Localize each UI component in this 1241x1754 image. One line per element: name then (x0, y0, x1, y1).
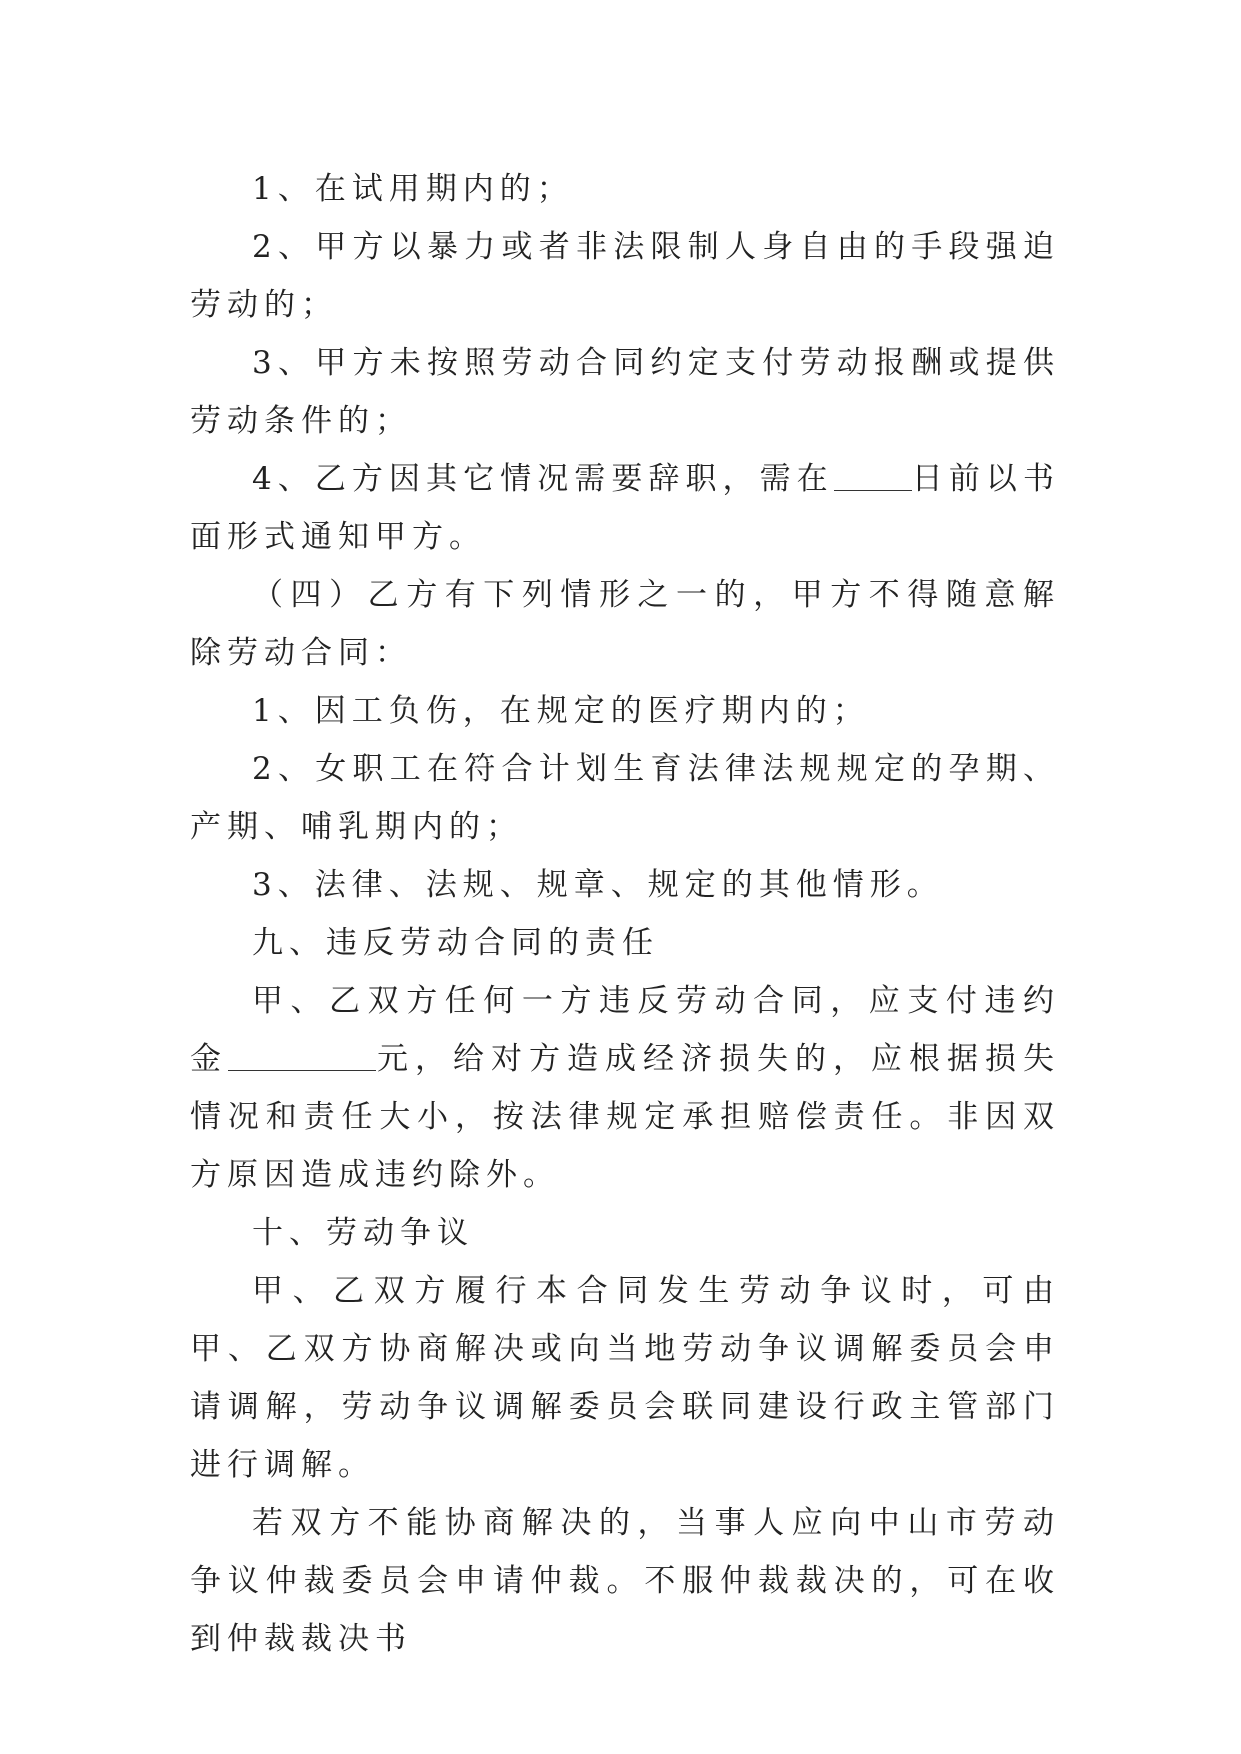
paragraph-item-13: 若双方不能协商解决的，当事人应向中山市劳动争议仲裁委员会申请仲裁。不服仲裁裁决的，可在收到仲裁裁决书 (190, 1505, 1060, 1657)
paragraph-item-10 (190, 972, 1060, 1204)
paragraph-item-3: 3、甲方未按照劳动合同约定支付劳动报酬或提供劳动条件的； (190, 345, 1060, 439)
penalty-amount-blank (228, 1040, 376, 1071)
paragraph-item-12: 甲、乙双方履行本合同发生劳动争议时，可由甲、乙双方协商解决或向当地劳动争议调解委员会申请调解，劳动争议调解委员会联同建设行政主管部门进行调解。 (190, 1273, 1060, 1483)
paragraph-item-6: 1、因工负伤，在规定的医疗期内的； (252, 693, 870, 729)
section-heading-nine: 九、违反劳动合同的责任 (252, 925, 659, 961)
paragraph-item-7: 2、女职工在符合计划生育法律法规规定的孕期、产期、哺乳期内的； (190, 751, 1060, 845)
paragraph-item-1: 1、在试用期内的； (252, 171, 574, 207)
paragraph-item-5: （四）乙方有下列情形之一的，甲方不得随意解除劳动合同： (190, 577, 1060, 671)
paragraph-item-2: 2、甲方以暴力或者非法限制人身自由的手段强迫劳动的； (190, 229, 1060, 323)
section-heading-ten: 十、劳动争议 (252, 1215, 474, 1251)
paragraph-item-4 (190, 450, 1060, 566)
document-body (190, 160, 1060, 1668)
paragraph-4-text-after: 日前以书面形式通知甲方。 (190, 461, 1060, 555)
paragraph-10-text-after: 元，给对方造成经济损失的，应根据损失情况和责任大小，按法律规定承担赔偿责任。非因双方原因造成违约除外。 (190, 1041, 1060, 1193)
paragraph-item-8: 3、法律、法规、规章、规定的其他情形。 (252, 867, 944, 903)
paragraph-4-text-before: 4、乙方因其它情况需要辞职，需在 (252, 461, 834, 497)
notice-days-blank (834, 460, 912, 491)
paragraph-10-text-before: 甲、乙双方任何一方违反劳动合同，应支付违约金 (190, 983, 1060, 1077)
